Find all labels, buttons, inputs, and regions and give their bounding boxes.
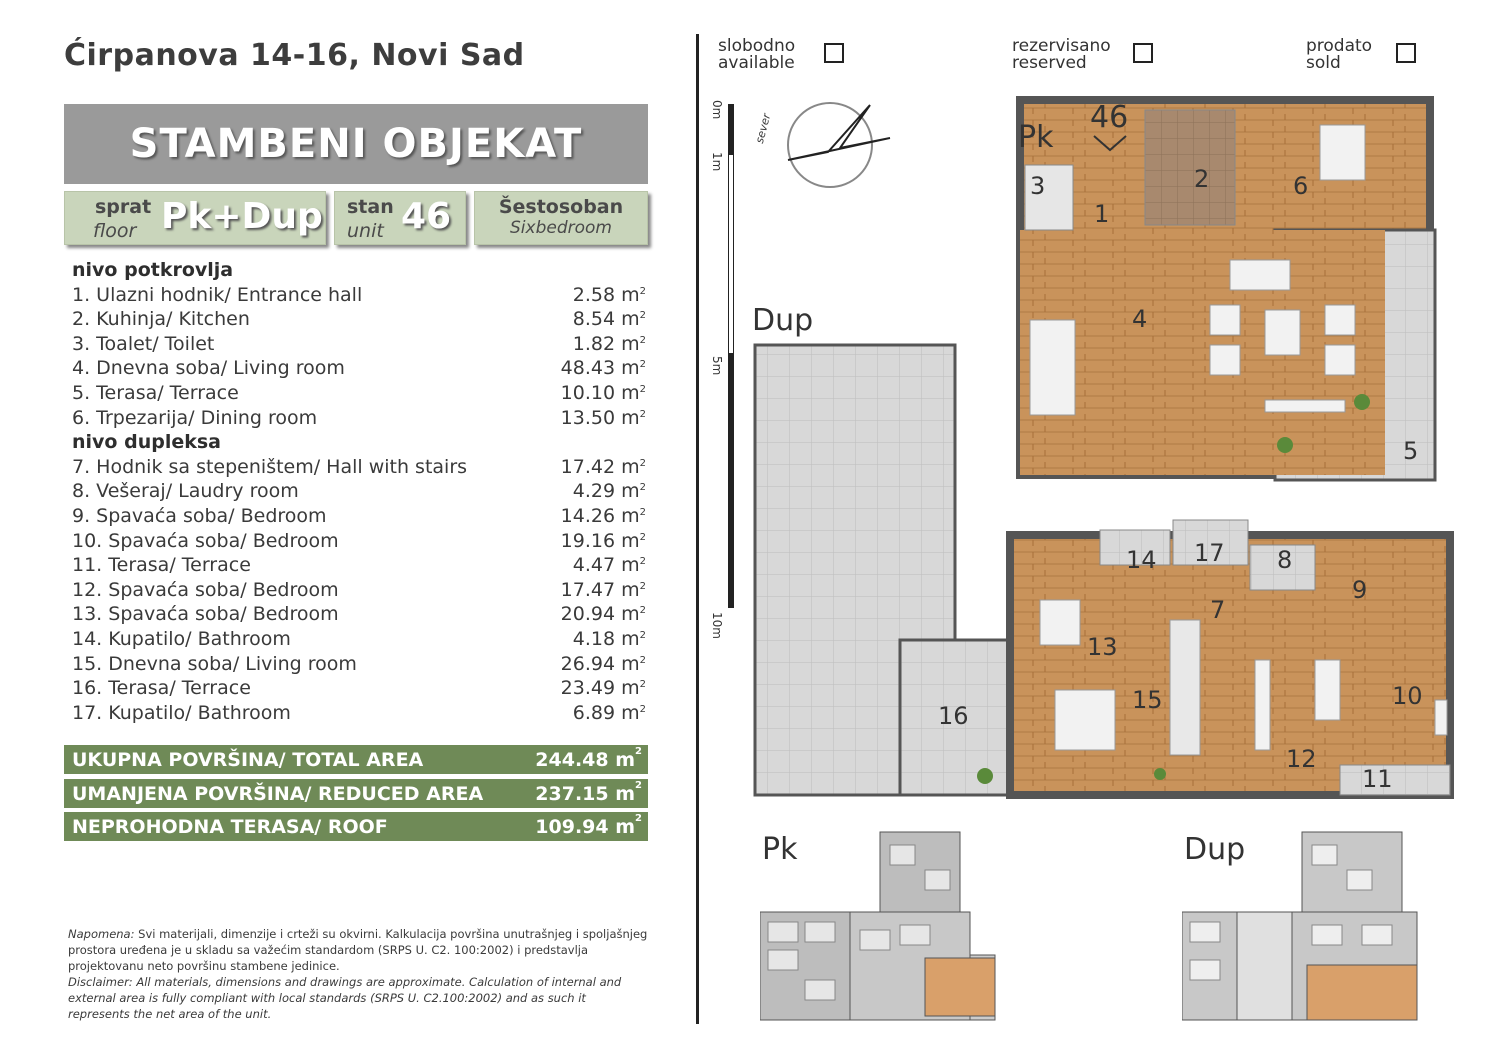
reserved-checkbox[interactable] — [1133, 43, 1153, 63]
sold-checkbox[interactable] — [1396, 43, 1416, 63]
unit-label-sr: stan — [347, 196, 394, 218]
scale-label-5: 5m — [710, 356, 724, 376]
unit-value: 46 — [401, 196, 452, 237]
scale-bar — [728, 104, 734, 608]
total-area-bar: UKUPNA POVRŠINA/ TOTAL AREA 244.48 $m^2$ — [64, 745, 648, 774]
room-row: 6. Trpezarija/ Dining room 13.50 $m^2$ — [72, 406, 646, 429]
room-row: 5. Terasa/ Terrace 10.10 $m^2$ — [72, 381, 646, 404]
floor-value: Pk+Dup — [161, 196, 323, 237]
room-number: 15 — [1132, 686, 1163, 714]
unit-marker: 46 — [1090, 100, 1129, 135]
room-list — [72, 258, 648, 725]
room-number: 14 — [1126, 546, 1157, 574]
room-number: 2 — [1194, 165, 1210, 193]
room-row: 4. Dnevna soba/ Living room 48.43 $m^2$ — [72, 357, 646, 380]
scale-label-1: 1m — [710, 152, 724, 172]
vertical-divider — [696, 34, 699, 1024]
reduced-area-bar: UMANJENA POVRŠINA/ REDUCED AREA 237.15 $m^2$ — [64, 779, 648, 808]
unit-box — [334, 191, 466, 245]
room-number: 17 — [1194, 539, 1225, 567]
room-row: 8. Vešeraj/ Laudry room 4.29 $m^2$ — [72, 480, 646, 503]
room-number: 10 — [1392, 682, 1423, 710]
keyplan-pk — [760, 830, 1000, 1024]
room-row: 11. Terasa/ Terrace 4.47 $m^2$ — [72, 554, 646, 577]
type-box — [474, 191, 648, 245]
room-row: 12. Spavaća soba/ Bedroom 17.47 $m^2$ — [72, 578, 646, 601]
room-number: 8 — [1277, 546, 1293, 574]
scale-label-10: 10m — [710, 612, 724, 639]
room-row: 13. Spavaća soba/ Bedroom 20.94 $m^2$ — [72, 603, 646, 626]
room-number: 4 — [1132, 305, 1148, 333]
room-number: 1 — [1094, 200, 1110, 228]
room-row: 17. Kupatilo/ Bathroom 6.89 $m^2$ — [72, 701, 646, 724]
room-row: 15. Dnevna soba/ Living room 26.94 $m^2$ — [72, 652, 646, 675]
room-row: 10. Spavaća soba/ Bedroom 19.16 $m^2$ — [72, 529, 646, 552]
room-number: 11 — [1362, 765, 1393, 793]
banner-title: STAMBENI OBJEKAT — [129, 121, 583, 167]
room-number: 12 — [1286, 745, 1317, 773]
room-number: 6 — [1293, 172, 1309, 200]
legend-reserved: rezervisano reserved — [1012, 36, 1111, 73]
plan-dup-label: Dup — [752, 303, 814, 338]
roof-area-bar: NEPROHODNA TERASA/ ROOF 109.94 $m^2$ — [64, 812, 648, 841]
compass-label: sever — [752, 112, 774, 145]
room-row: 7. Hodnik sa stepeništem/ Hall with stairs 17.42 $m^2$ — [72, 455, 646, 478]
banner — [64, 104, 648, 184]
legend-available: slobodno available — [718, 36, 796, 73]
floor-box — [64, 191, 326, 245]
section-title: nivo dupleksa — [72, 431, 221, 454]
address-title: Ćirpanova 14-16, Novi Sad — [64, 38, 525, 73]
room-number: 3 — [1030, 172, 1046, 200]
floor-label-en: floor — [93, 220, 137, 242]
room-row: 1. Ulazni hodnik/ Entrance hall 2.58 $m^2$ — [72, 283, 646, 306]
room-row: 3. Toalet/ Toilet 1.82 $m^2$ — [72, 332, 646, 355]
room-number: 5 — [1403, 437, 1419, 465]
section-title: nivo potkrovlja — [72, 259, 234, 281]
type-label-sr: Šestosoban — [498, 196, 624, 218]
chevron-down-icon — [1092, 134, 1128, 154]
available-checkbox[interactable] — [824, 43, 844, 63]
floor-plan — [745, 90, 1460, 810]
room-row: 2. Kuhinja/ Kitchen 8.54 $m^2$ — [72, 308, 646, 331]
disclaimer-note: Napomena: Svi materijali, dimenzije i crteži su okvirni. Kalkulacija površina unutrašnjeg i spoljašnjeg prostora uređena je u skladu sa važećim standardom (SRPS U. C2. 100:2002) i predstavlja projektovanu neto površinu stambene jedinice. Disclaimer: All materials, dimensions and drawings are approximate. Calculation of internal and external area is fully compliant with local standards (SRPS U. C2.100:2002) and as such it represents the net area of the unit. — [68, 927, 648, 1021]
type-label-en: Sixbedroom — [510, 218, 612, 238]
room-row: 9. Spavaća soba/ Bedroom 14.26 $m^2$ — [72, 504, 646, 527]
room-number: 16 — [938, 702, 969, 730]
room-number: 7 — [1210, 596, 1226, 624]
keyplan-pk-label: Pk — [762, 832, 798, 867]
plan-pk-label: Pk — [1018, 120, 1054, 155]
room-number: 9 — [1352, 576, 1368, 604]
room-row: 16. Terasa/ Terrace 23.49 $m^2$ — [72, 677, 646, 700]
scale-label-0: 0m — [710, 100, 724, 120]
room-number: 13 — [1087, 633, 1118, 661]
keyplan-dup — [1182, 830, 1422, 1024]
legend-sold: prodato sold — [1306, 36, 1373, 73]
floor-label-sr: sprat — [95, 196, 152, 218]
keyplan-dup-label: Dup — [1184, 832, 1246, 867]
room-row: 14. Kupatilo/ Bathroom 4.18 $m^2$ — [72, 627, 646, 650]
unit-label-en: unit — [347, 220, 384, 242]
